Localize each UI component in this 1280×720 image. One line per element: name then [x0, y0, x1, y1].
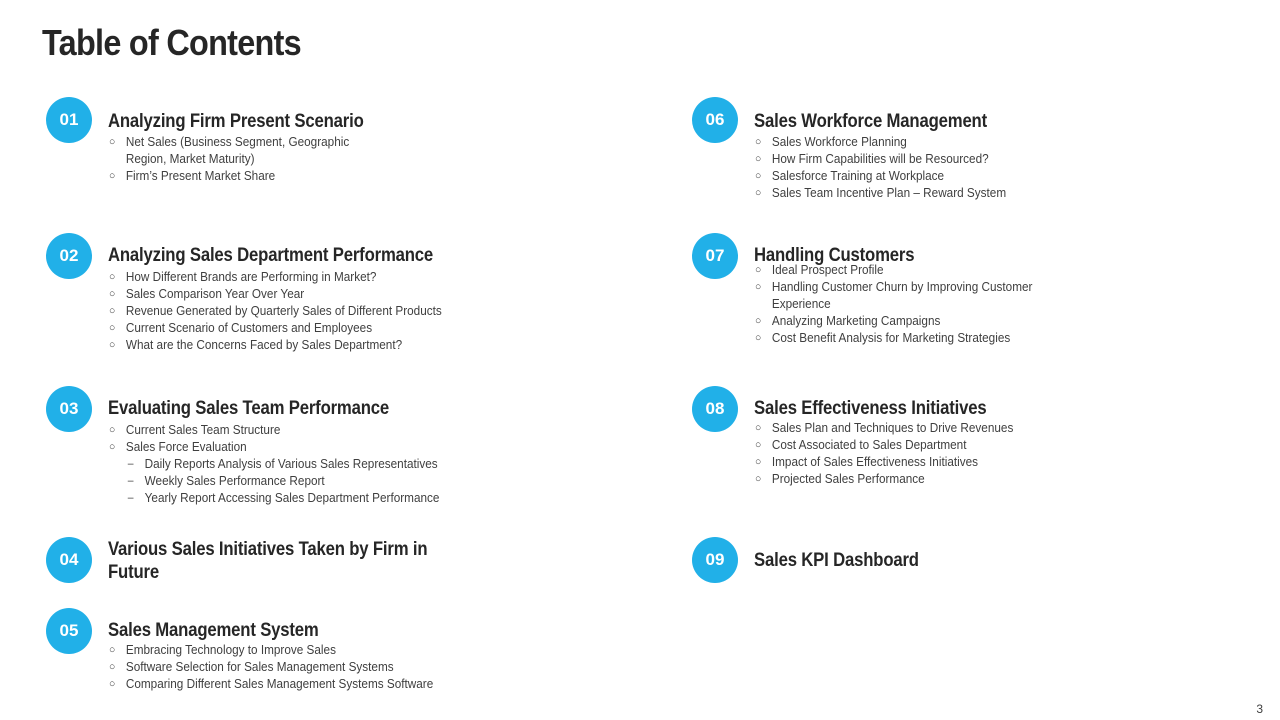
section-item-list [108, 642, 518, 693]
page-title: Table of Contents [42, 22, 301, 63]
dash-bullet-icon: – [127, 475, 134, 487]
list-item: ○ What are the Concerns Faced by Sales Department? [108, 338, 403, 352]
list-item: ○ Sales Plan and Techniques to Drive Revenues [754, 421, 1014, 435]
section-title: Analyzing Sales Department Performance [108, 245, 434, 266]
list-item: ○ Comparing Different Sales Management Systems Software [108, 677, 434, 691]
section-number-badge: 05 [46, 608, 92, 654]
section-item-list [754, 134, 1164, 202]
list-item: ○ How Different Brands are Performing in Market? [108, 270, 377, 284]
list-item: ○ Net Sales (Business Segment, Geographic Region, Market Maturity) [108, 135, 350, 166]
section-item-list [754, 262, 1084, 347]
section-number-badge: 04 [46, 537, 92, 583]
page-number: 3 [1256, 702, 1263, 716]
list-item: ○ Software Selection for Sales Management Systems [108, 660, 394, 674]
section-number-badge: 07 [692, 233, 738, 279]
circle-bullet-icon: ○ [754, 473, 762, 485]
circle-bullet-icon: ○ [108, 170, 116, 182]
sub-list-item: – Yearly Report Accessing Sales Department Performance [127, 491, 440, 505]
section-title: Various Sales Initiatives Taken by Firm in Future [108, 539, 428, 583]
circle-bullet-icon: ○ [754, 170, 762, 182]
section-title: Sales Management System [108, 620, 319, 641]
circle-bullet-icon: ○ [108, 305, 116, 317]
list-item: ○ Ideal Prospect Profile [754, 263, 884, 277]
circle-bullet-icon: ○ [754, 332, 762, 344]
list-item: ○ Projected Sales Performance [754, 472, 925, 486]
section-item-list [108, 422, 518, 507]
dash-bullet-icon: – [127, 492, 134, 504]
circle-bullet-icon: ○ [108, 322, 116, 334]
list-item: ○ Handling Customer Churn by Improving Customer Experience [754, 280, 1033, 311]
section-title: Handling Customers [754, 245, 915, 266]
section-number-badge: 03 [46, 386, 92, 432]
circle-bullet-icon: ○ [754, 281, 762, 293]
section-title: Evaluating Sales Team Performance [108, 398, 390, 419]
section-title: Analyzing Firm Present Scenario [108, 111, 364, 132]
list-item: ○ Cost Associated to Sales Department [754, 438, 967, 452]
section-item-list [108, 134, 408, 185]
circle-bullet-icon: ○ [754, 264, 762, 276]
section-number-badge: 02 [46, 233, 92, 279]
section-item-list [754, 420, 1164, 488]
circle-bullet-icon: ○ [108, 644, 116, 656]
circle-bullet-icon: ○ [108, 441, 116, 453]
circle-bullet-icon: ○ [754, 422, 762, 434]
list-item: ○ Analyzing Marketing Campaigns [754, 314, 941, 328]
circle-bullet-icon: ○ [754, 456, 762, 468]
sub-list-item: – Weekly Sales Performance Report [127, 474, 325, 488]
list-item: ○ Sales Workforce Planning [754, 135, 907, 149]
list-item: ○ Firm’s Present Market Share [108, 169, 276, 183]
section-number-badge: 06 [692, 97, 738, 143]
section-title: Sales Workforce Management [754, 111, 987, 132]
circle-bullet-icon: ○ [108, 288, 116, 300]
circle-bullet-icon: ○ [754, 187, 762, 199]
dash-bullet-icon: – [127, 458, 134, 470]
list-item: ○ Revenue Generated by Quarterly Sales of Different Products [108, 304, 442, 318]
list-item: ○ Sales Team Incentive Plan – Reward System [754, 186, 1007, 200]
list-item: ○ Salesforce Training at Workplace [754, 169, 945, 183]
circle-bullet-icon: ○ [108, 271, 116, 283]
list-item: ○ Impact of Sales Effectiveness Initiatives [754, 455, 979, 469]
list-item: ○ How Firm Capabilities will be Resourced? [754, 152, 989, 166]
circle-bullet-icon: ○ [754, 153, 762, 165]
circle-bullet-icon: ○ [108, 678, 116, 690]
list-item: ○ Sales Comparison Year Over Year [108, 287, 305, 301]
list-item: ○ Sales Force Evaluation [108, 440, 247, 454]
list-item: ○ Current Scenario of Customers and Employees [108, 321, 373, 335]
circle-bullet-icon: ○ [108, 339, 116, 351]
circle-bullet-icon: ○ [754, 315, 762, 327]
section-item-list [108, 269, 518, 354]
section-number-badge: 09 [692, 537, 738, 583]
section-title: Sales Effectiveness Initiatives [754, 398, 987, 419]
circle-bullet-icon: ○ [108, 136, 116, 148]
circle-bullet-icon: ○ [108, 661, 116, 673]
list-item: ○ Embracing Technology to Improve Sales [108, 643, 336, 657]
circle-bullet-icon: ○ [108, 424, 116, 436]
section-title: Sales KPI Dashboard [754, 550, 919, 571]
circle-bullet-icon: ○ [754, 136, 762, 148]
list-item: ○ Current Sales Team Structure [108, 423, 281, 437]
section-number-badge: 01 [46, 97, 92, 143]
list-item: ○ Cost Benefit Analysis for Marketing Strategies [754, 331, 1011, 345]
sub-list-item: – Daily Reports Analysis of Various Sales Representatives [127, 457, 438, 471]
section-number-badge: 08 [692, 386, 738, 432]
circle-bullet-icon: ○ [754, 439, 762, 451]
